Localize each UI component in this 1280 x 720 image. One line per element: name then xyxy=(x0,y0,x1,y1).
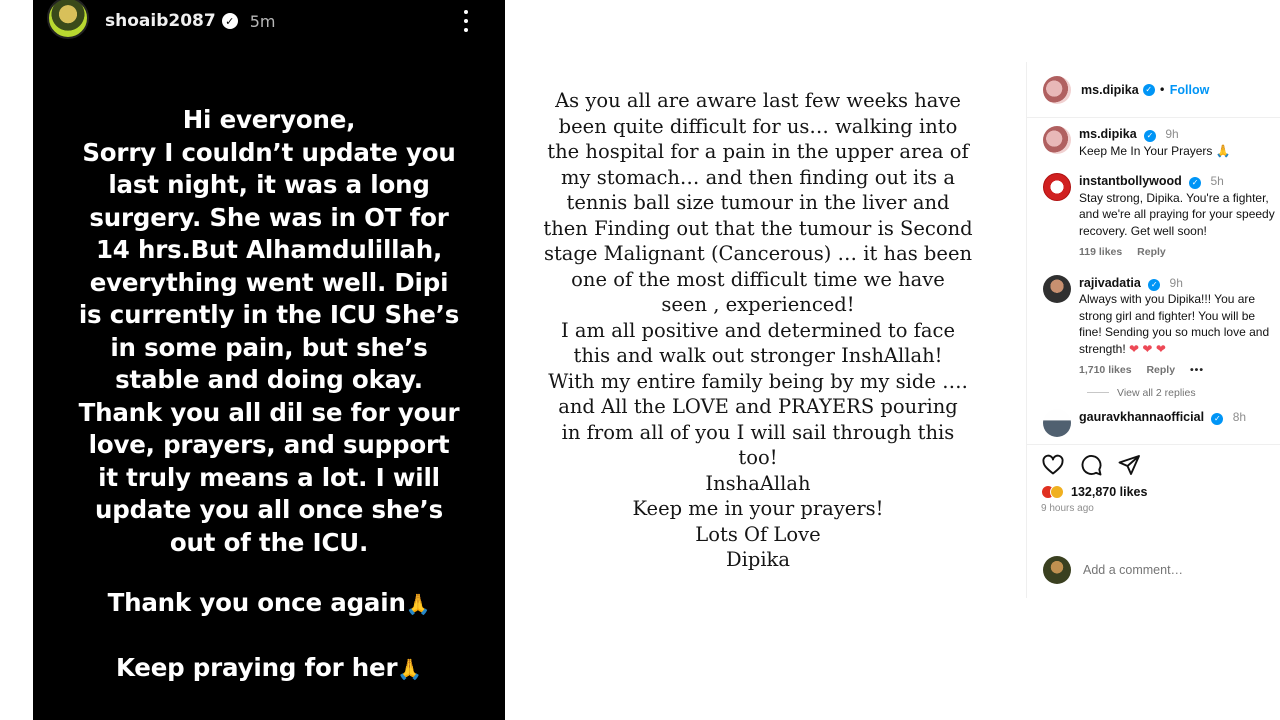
note-line: in from all of you I will sail through this xyxy=(561,420,955,444)
story-message-line: surgery. She was in OT for xyxy=(89,202,449,232)
caption xyxy=(1043,126,1280,159)
follow-button[interactable]: Follow xyxy=(1169,82,1210,97)
verified-icon: ✓ xyxy=(1144,130,1156,142)
note-line: Lots Of Love xyxy=(695,522,821,546)
avatar[interactable] xyxy=(1043,126,1071,154)
note-line: this and walk out stronger InshAllah! xyxy=(573,344,943,367)
post-actions xyxy=(1027,444,1280,554)
likes-summary[interactable] xyxy=(1041,485,1280,499)
note-line: stage Malignant (Cancerous) … it has been xyxy=(543,242,973,265)
verified-icon: ✓ xyxy=(1143,84,1155,96)
heart-emoji-icon: ❤ ❤ ❤ xyxy=(1129,341,1166,356)
story-message-line: is currently in the ICU She’s xyxy=(78,300,460,329)
post-image[interactable] xyxy=(513,62,1013,592)
author-username[interactable]: ms.dipika xyxy=(1081,82,1139,97)
comment-text: Stay strong, Dipika. You're a fighter, and we're all praying for your speedy recovery. Get well soon! xyxy=(1079,190,1275,238)
note-line: the hospital for a pain in the upper area of xyxy=(547,140,969,163)
post-header xyxy=(1027,62,1280,118)
story-username[interactable]: shoaib2087 xyxy=(105,11,216,31)
view-replies-button[interactable] xyxy=(1087,387,1280,399)
story-header xyxy=(47,0,491,42)
story-thanks xyxy=(53,587,485,621)
story-message-line: it truly means a lot. I will xyxy=(98,462,440,492)
story-message-line: out of the ICU. xyxy=(169,527,369,557)
more-options-icon[interactable] xyxy=(463,10,469,32)
story-message-line: Sorry I couldn’t update you xyxy=(82,137,456,167)
story-message-line: in some pain, but she’s xyxy=(110,332,428,362)
heart-icon[interactable] xyxy=(1041,453,1065,477)
avatar[interactable] xyxy=(1043,173,1071,201)
story-keep-praying-text: Keep praying for her xyxy=(115,653,398,682)
verified-icon: ✓ xyxy=(1148,279,1160,291)
add-comment-input[interactable] xyxy=(1083,563,1263,577)
comment-likes[interactable]: 1,710 likes xyxy=(1079,364,1132,376)
divider xyxy=(1087,392,1109,393)
story-message-line: stable and doing okay. xyxy=(115,365,423,394)
comment-icon[interactable] xyxy=(1079,453,1103,477)
story-message-line: update you all once she’s xyxy=(94,495,443,524)
comment-username[interactable]: rajivadatia xyxy=(1079,275,1141,290)
comment-time: 5h xyxy=(1210,174,1224,188)
list-item xyxy=(1043,275,1280,379)
note-line: then Finding out that the tumour is Second xyxy=(543,216,973,240)
story-thanks-text: Thank you once again xyxy=(107,588,406,617)
note-line: With my entire family being by my side …. xyxy=(548,369,968,393)
note-line: tennis ball size tumour in the liver and xyxy=(566,191,950,214)
note-line: As you all are aware last few weeks have xyxy=(555,89,961,112)
story-message xyxy=(53,104,485,559)
comment-time: 9h xyxy=(1165,127,1179,141)
note-line: I am all positive and determined to face xyxy=(561,318,955,342)
avatar[interactable] xyxy=(1043,275,1071,303)
note-line: and All the LOVE and PRAYERS pouring xyxy=(558,395,958,418)
verified-icon: ✓ xyxy=(1211,413,1223,425)
post-timestamp: 9 hours ago xyxy=(1041,503,1094,514)
note-line: Keep me in your prayers! xyxy=(632,497,884,520)
separator-dot: • xyxy=(1158,82,1166,97)
comments-list xyxy=(1027,118,1280,444)
list-item xyxy=(1043,173,1280,261)
post-sidebar xyxy=(1026,62,1280,598)
action-bar xyxy=(1041,453,1280,477)
comment-likes[interactable]: 119 likes xyxy=(1079,246,1123,258)
note-line: InshaAllah xyxy=(705,471,811,495)
story-message-line: last night, it was a long xyxy=(108,170,430,199)
note-line: been quite difficult for us… walking into xyxy=(558,114,958,138)
story-message-line: everything went well. Dipi xyxy=(89,267,449,297)
share-icon[interactable] xyxy=(1117,453,1141,477)
current-user-avatar xyxy=(1043,556,1071,584)
story-avatar[interactable] xyxy=(47,0,89,39)
more-options-icon[interactable]: ••• xyxy=(1189,364,1205,376)
story-message-line: love, prayers, and support xyxy=(88,430,450,459)
note-line: seen , experienced! xyxy=(661,293,855,316)
note-line: one of the most difficult time we have xyxy=(571,267,945,291)
note-line: Dipika xyxy=(725,548,791,571)
pray-icon: 🙏 xyxy=(397,657,423,681)
list-item xyxy=(1043,409,1280,437)
comment-text: Always with you Dipika!!! You are strong girl and fighter! You will be fine! Sending you so much love and strength! xyxy=(1079,292,1270,356)
view-replies-label: View all 2 replies xyxy=(1117,386,1196,399)
note-line: my stomach… and then finding out its a xyxy=(561,165,955,189)
reply-button[interactable]: Reply xyxy=(1137,246,1166,258)
comment-username[interactable]: instantbollywood xyxy=(1079,174,1182,188)
reply-button[interactable]: Reply xyxy=(1146,364,1176,376)
add-comment-bar xyxy=(1043,556,1263,584)
verified-icon: ✓ xyxy=(222,13,238,29)
note-text xyxy=(513,88,1003,573)
liker-avatars xyxy=(1041,485,1059,499)
story-panel xyxy=(33,0,505,720)
story-message-line: 14 hrs.But Alhamdulillah, xyxy=(95,235,443,264)
story-message-line: Thank you all dil se for your xyxy=(78,397,460,427)
caption-text: Keep Me In Your Prayers 🙏 xyxy=(1079,143,1231,158)
author-avatar[interactable] xyxy=(1043,76,1071,104)
story-keep-praying xyxy=(53,652,485,686)
likes-count: 132,870 likes xyxy=(1071,485,1148,499)
story-time: 5m xyxy=(249,11,276,31)
comment-username[interactable]: gauravkhannaofficial xyxy=(1079,409,1205,424)
verified-icon: ✓ xyxy=(1189,177,1201,189)
avatar[interactable] xyxy=(1043,409,1071,437)
comment-time: 8h xyxy=(1232,409,1247,424)
comment-time: 9h xyxy=(1169,275,1183,290)
story-message-line: Hi everyone, xyxy=(182,105,356,134)
pray-icon: 🙏 xyxy=(405,592,431,616)
comment-username[interactable]: ms.dipika xyxy=(1079,127,1137,141)
note-line: too! xyxy=(738,446,778,469)
